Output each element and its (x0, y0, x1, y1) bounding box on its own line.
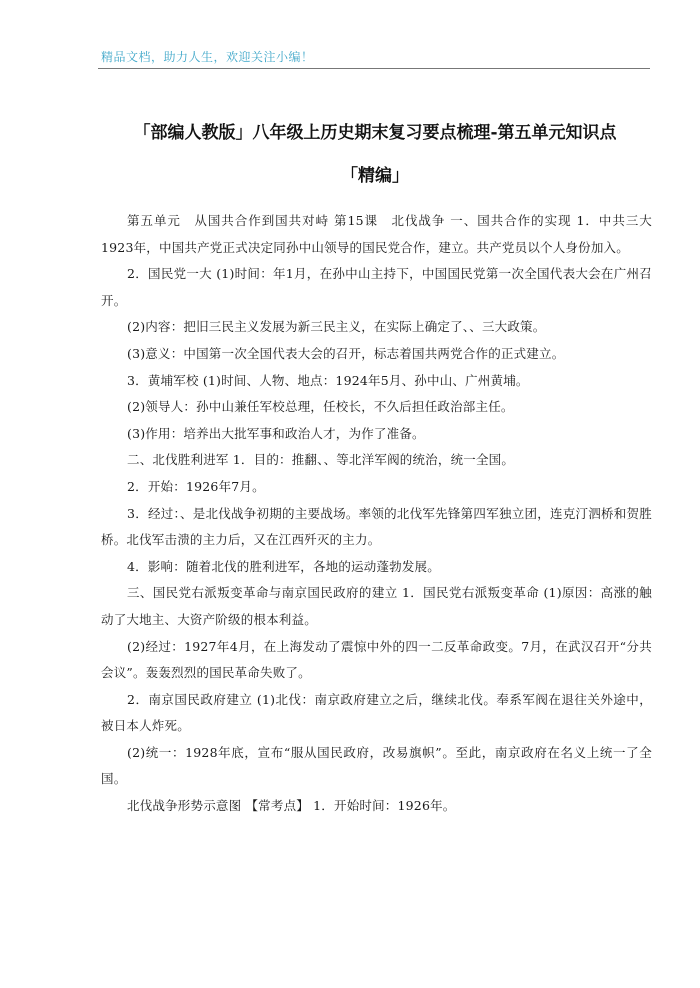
paragraph: (2)统一：1928年底，宣布“服从国民政府，改易旗帜”。至此，南京政府在名义上统一了全国。 (101, 744, 652, 787)
paragraph: (2)内容：把旧三民主义发展为新三民主义，在实际上确定了、、三大政策。 (127, 319, 546, 335)
paragraph: (2)领导人：孙中山兼任军校总理，任校长，不久后担任政治部主任。 (127, 399, 514, 415)
paragraph: (2)经过：1927年4月，在上海发动了震惊中外的四一二反革命政变。7月，在武汉召开“分共会议”。轰轰烈烈的国民革命失败了。 (101, 638, 652, 681)
document-title: 「部编人教版」八年级上历史期末复习要点梳理-第五单元知识点 (133, 123, 617, 143)
paragraph: 三、国民党右派叛变革命与南京国民政府的建立 1．国民党右派叛变革命 (1)原因：高涨的触动了大地主、大资产阶级的根本利益。 (101, 585, 652, 627)
paragraph: 第五单元 从国共合作到国共对峙 第15课 北伐战争 一、国共合作的实现 1．中共三大 1923年，中国共产党正式决定同孙中山领导的国民党合作，建立。共产党员以个人身份加入。 (101, 213, 652, 255)
document-title-suffix: 「精编」 (341, 166, 409, 186)
paragraph: 二、北伐胜利进军 1．目的：推翻、、等北洋军阀的统治，统一全国。 (127, 452, 515, 468)
paragraph: 4．影响：随着北伐的胜利进军，各地的运动蓬勃发展。 (127, 558, 440, 574)
page-header-slogan: 精品文档，助力人生，欢迎关注小编！ (101, 50, 314, 64)
paragraph: 北伐战争形势示意图 【常考点】 1．开始时间：1926年。 (127, 798, 456, 814)
paragraph: 2．国民党一大 (1)时间：年1月，在孙中山主持下，中国国民党第一次全国代表大会在广州召开。 (101, 266, 652, 308)
paragraph: (3)作用：培养出大批军事和政治人才，为作了准备。 (127, 425, 425, 441)
header-divider (98, 68, 650, 69)
document-body (101, 208, 652, 820)
paragraph: 2．开始：1926年7月。 (127, 478, 265, 494)
paragraph: 3．黄埔军校 (1)时间、人物、地点：1924年5月、孙中山、广州黄埔。 (127, 372, 529, 388)
paragraph: 2．南京国民政府建立 (1)北伐：南京政府建立之后，继续北伐。奉系军阀在退往关外途中，被日本人炸死。 (101, 691, 652, 734)
paragraph: 3．经过：、是北伐战争初期的主要战场。率领的北伐军先锋第四军独立团，连克汀泗桥和贺胜桥。北伐军击溃的主力后，又在江西歼灭的主力。 (101, 505, 652, 548)
paragraph: (3)意义：中国第一次全国代表大会的召开，标志着国共两党合作的正式建立。 (127, 345, 565, 361)
